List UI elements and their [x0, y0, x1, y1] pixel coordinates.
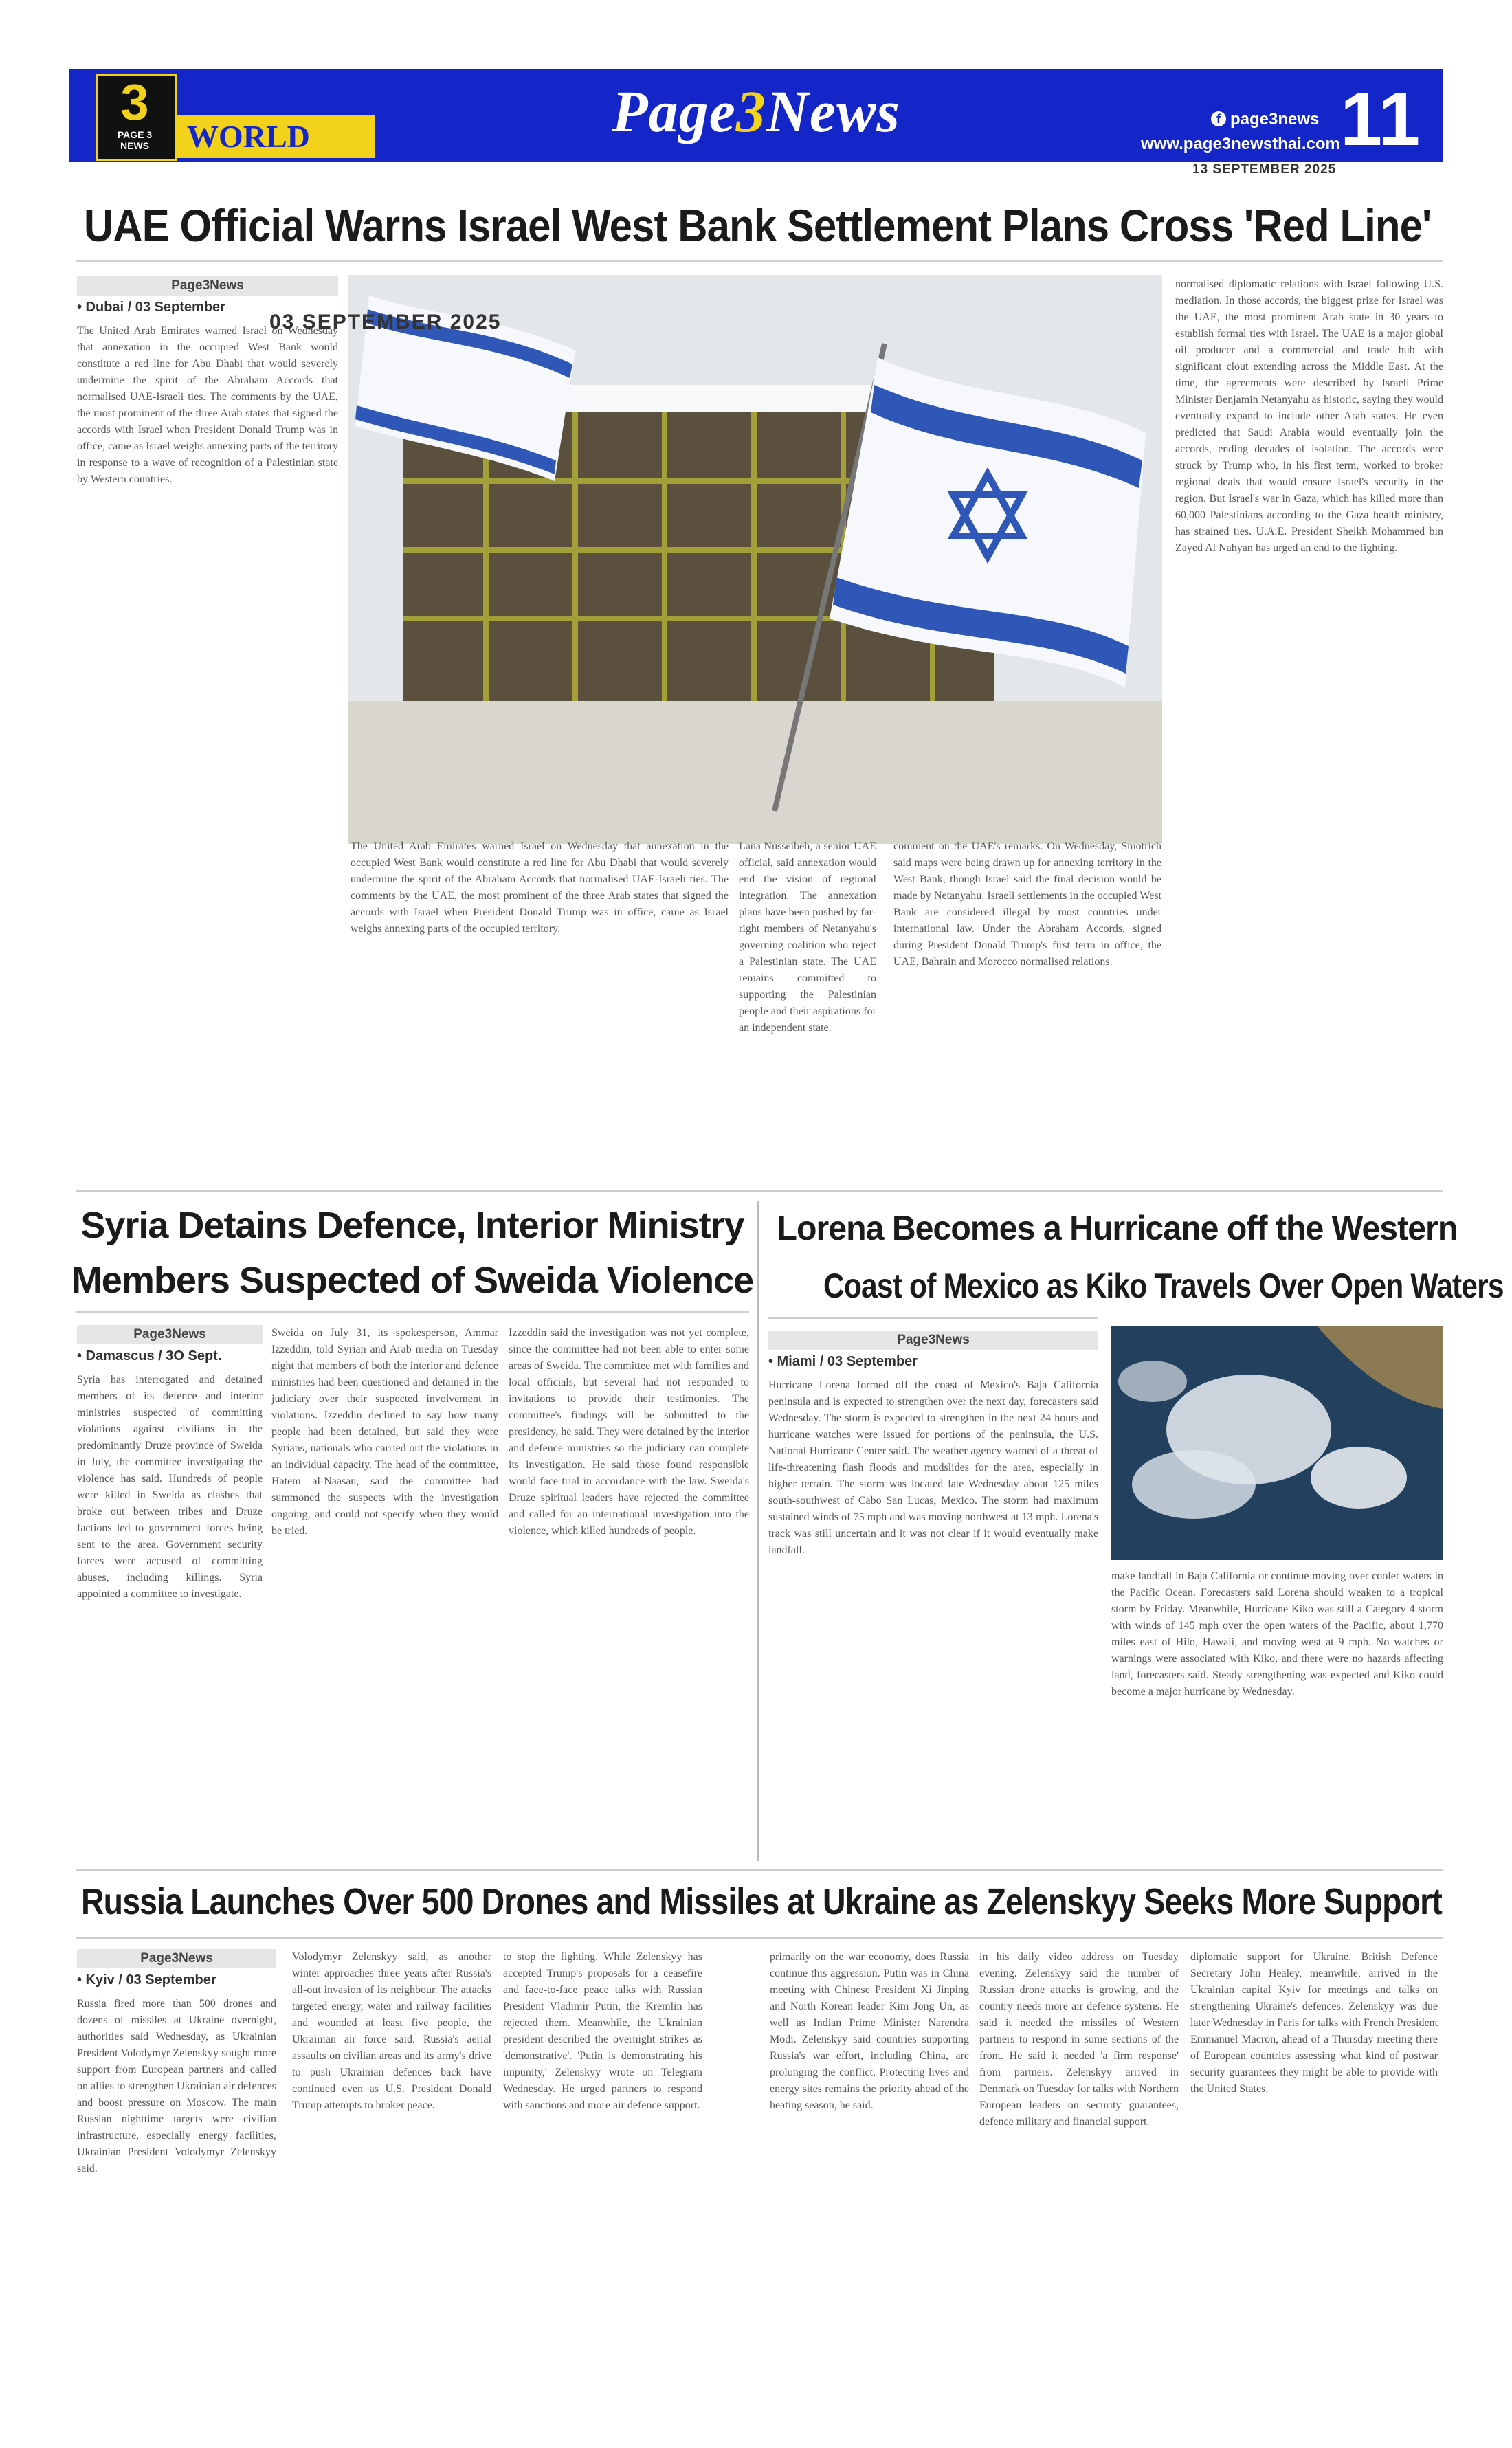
article3-headline-1: Lorena Becomes a Hurricane off the Western	[777, 1209, 1458, 1247]
issue-date: 13 SEPTEMBER 2025	[1192, 162, 1337, 177]
article3-source: Page3News	[768, 1331, 1098, 1350]
article4-col3: to stop the fighting. While Zelenskyy has accepted Trump's proposals for a ceasefire and face-to-face peace talks with Russian President Vladimir Putin, the Kremlin has rejected them. Meanwhile, the Ukrainian president described the overnight strikes as 'demonstrative'. 'Putin is demonstrating his impunity,' Zelenskyy wrote on Telegram Wednesday. He urged partners to respond with sanctions and more air defence support.	[503, 1951, 702, 2111]
article4-dateline: • Kyiv / 03 September	[77, 1972, 216, 1988]
article4-col5: in his daily video address on Tuesday evening. Zelenskyy said the number of Russian drone attacks is growing, and the country needs more air defence systems. He said it needed the missiles of Western partners to respond in some sections of the front. He said it needed 'a firm response' from partners. Zelenskyy arrived in Denmark on Tuesday for talks with Northern European leaders on security guarantees, defence military and financial support.	[979, 1951, 1179, 2128]
article4-col2: Volodymyr Zelenskyy said, as another winter approaches three years after Russia's all-out invasion of its neighbour. The attacks targeted energy, water and railway facilities and wounded at least five people, the Ukrainian air force said. Russia's aerial assaults on civilian areas and its army's drive to push Ukrainian defences back have continued even as U.S. President Donald Trump attempts to broker peace.	[292, 1951, 491, 2111]
brand-prefix: Page	[612, 78, 736, 144]
article1-dateline: • Dubai / 03 September	[77, 300, 225, 315]
article1-source: Page3News	[77, 276, 338, 296]
article4-source: Page3News	[77, 1949, 276, 1968]
article2-col2: Sweida on July 31, its spokesperson, Ammar Izzeddin, told Syrian and Arab media on Tuesday night that members of both the interior and defence ministries had been questioned and detained in the judiciary over their suspected involvement in violations. Izzeddin declined to say how many people had been detained, but said they were Syrians, nationals who carried out the violations in an individual capacity. The head of the committee, Hatem al-Naasan, said the committee had summoned the suspects with the investigation ongoing, and could not specify when they would be tried.	[271, 1327, 498, 1537]
article4-col6: diplomatic support for Ukraine. British Defence Secretary John Healey, meanwhile, arrived in the Ukrainian capital Kyiv for meetings and talks on strengthening Ukraine's defences. Zelenskyy was due later Wednesday in Paris for talks with French President Emmanuel Macron, ahead of a Thursday meeting there of European countries assessing what kind of postwar security guarantees they might be able to provide with the United States.	[1190, 1951, 1438, 2095]
article3-col1: Hurricane Lorena formed off the coast of Mexico's Baja California peninsula and is expected to strengthen over the next day, forecasters said Wednesday. The storm is expected to strengthen in the next 24 hours and hurricane watches were issued for portions of the peninsula, the U.S. National Hurricane Center said. The weather agency warned of a threat of life-threatening flash floods and mudslides for the area, especially in higher terrain. The storm was located late Wednesday about 125 miles south-southwest of Cabo San Lucas, Mexico. The storm had maximum sustained winds of 75 mph and was moving northwest at 13 mph. Lorena's track was still uncertain and it was not clear if it would eventually make landfall.	[768, 1379, 1098, 1556]
article1-col-bottom-b: Lana Nusseibeh, a senior UAE official, said annexation would end the vision of regional integration. The annexation plans have been pushed by far-right members of Netanyahu's governing coalition who reject a Palestinian state. The UAE remains committed to supporting the Palestinian people and their aspirations for an independent state.	[739, 841, 876, 1034]
headline-rule	[76, 260, 1443, 262]
article4-col1: Russia fired more than 500 drones and dozens of missiles at Ukraine overnight, authorities said Wednesday, as Ukrainian President Volodymyr Zelenskyy sought more support from European partners and called on allies to strengthen Ukrainian air defences and boost pressure on Moscow. The main Russian nighttime targets were civilian infrastructure, especially energy facilities, Ukrainian President Volodymyr Zelenskyy said.	[77, 1998, 276, 2174]
article3-headline-2: Coast of Mexico as Kiko Travels Over Open Waters	[823, 1267, 1504, 1305]
article3-satellite-photo	[1111, 1326, 1443, 1560]
brand-number: 3	[735, 78, 766, 144]
article2-rule	[76, 1311, 749, 1313]
article2-col1: Syria has interrogated and detained members of its defence and interior ministries suspected of committing violations against civilians in the predominantly Druze province of Sweida in July, the committee investigating the violence has said. Hundreds of people were killed in Sweida as clashes that broke out between tribes and Druze factions led to government forces being sent to the area. Government security forces were accused of committing abuses, including killings. Syria appointed a committee to investigate.	[77, 1374, 263, 1600]
article4-col4: primarily on the war economy, does Russia continue this aggression. Putin was in China meeting with Chinese President Xi Jinping and North Korean leader Kim Jong Un, as well as Indian Prime Minister Narendra Modi. Zelenskyy said countries supporting Russia's war effort, including China, are prolonging the conflict. Protecting lives and energy sites remains the priority ahead of the heating season, he said.	[770, 1951, 969, 2111]
article4-headline: Russia Launches Over 500 Drones and Missiles at Ukraine as Zelenskyy Seeks More Support	[81, 1881, 1442, 1922]
article1-photo-date: 03 SEPTEMBER 2025	[269, 311, 502, 333]
article2-col3: Izzeddin said the investigation was not yet complete, since the committee had not been able to enter some areas of Sweida. The committee met with families and local officials, but several had not responded to invitations to provide their testimonies. The committee's findings will be submitted to the presidency, he said. They were detained by the interior and defence ministries so the judiciary can complete its investigation. He said those found responsible would face trial in accordance with the law. Sweida's Druze spiritual leaders have rejected the committee and called for an international investigation into the violence, which killed hundreds of people.	[509, 1327, 749, 1537]
brand-suffix: News	[766, 78, 900, 144]
article1-col-bottom-c: comment on the UAE's remarks. On Wednesday, Smotrich said maps were being drawn up for annexing territory in the West Bank, though Israel said the final decision would be made by Netanyahu. Israeli settlements in the occupied West Bank are considered illegal by most countries under international law. Under the Abraham Accords, signed during President Donald Trump's first term in office, the UAE, Bahrain and Morocco normalised relations.	[893, 841, 1161, 968]
article3-rule	[768, 1317, 1098, 1319]
article2-dateline: • Damascus / 3O Sept.	[77, 1348, 222, 1364]
brand-wordmark	[598, 77, 914, 146]
article1-col-bottom-a: The United Arab Emirates warned Israel on Wednesday that annexation in the occupied West Bank would constitute a red line for Abu Dhabi that would severely undermine the spirit of the Abraham Accords that normalised UAE-Israeli ties. The comments by the UAE, the most prominent of the three Arab states that signed the accords with Israel when President Donald Trump was in office, came as Israel weighs annexing parts of the occupied territory.	[351, 841, 729, 935]
article2-source: Page3News	[77, 1325, 263, 1344]
article1-headline: UAE Official Warns Israel West Bank Settlement Plans Cross 'Red Line'	[84, 200, 1432, 251]
article4-rule	[76, 1937, 1443, 1939]
website-url: www.page3newsthai.com	[1141, 135, 1340, 153]
social-handle: page3news	[1230, 110, 1320, 129]
facebook-icon: f	[1211, 111, 1226, 126]
logo-subtitle: PAGE 3 NEWS	[117, 129, 153, 151]
column-divider	[757, 1201, 759, 1861]
article3-dateline: • Miami / 03 September	[768, 1354, 918, 1369]
israeli-flags-photo	[348, 275, 1162, 844]
article3-col2: make landfall in Baja California or continue moving over cooler waters in the Pacific Ocean. Forecasters said Lorena should weaken to a tropical storm by Friday. Meanwhile, Hurricane Kiko was still a Category 4 storm with winds of 145 mph over the open waters of the Pacific, about 1,770 miles east of Hilo, Hawaii, and moving west at 9 mph. No watches or warnings were associated with Kiko, and there were no hazards affecting land, forecasters said. Steady strengthening was expected and Kiko could become a major hurricane by Wednesday.	[1111, 1570, 1443, 1698]
article1-col1: The United Arab Emirates warned Israel on Wednesday that annexation in the occupied West Bank would constitute a red line for Abu Dhabi that would severely undermine the spirit of the Abraham Accords that normalised UAE-Israeli ties. The comments by the UAE, the most prominent of the three Arab states that signed the accords with Israel when President Donald Trump was in office, came as Israel weighs annexing parts of the territory in response to a wave of recognition of a Palestinian state by Western countries.	[77, 325, 338, 485]
logo-number: 3	[120, 74, 149, 131]
section-label: WORLD	[187, 119, 310, 154]
section-rule-2	[76, 1869, 1443, 1871]
article1-col-right: normalised diplomatic relations with Israel following U.S. mediation. In those accords, the biggest prize for Israel was the UAE, the most prominent Arab state in 30 years to establish formal ties with Israel. The UAE is a major global oil producer and a commercial and trade hub with significant clout extending across the Middle East. At the time, the agreements were described by Israeli Prime Minister Benjamin Netanyahu as historic, saying they would eventually expand to include other Arab states. He even predicted that Saudi Arabia would eventually join the accords, ending decades of isolation. The accords were struck by Trump who, in his first term, worked to broker regional deals that would ensure Israel's security in the region. But Israel's war in Gaza, which has killed more than 60,000 Palestinians according to the Gaza health ministry, has strained ties. U.A.E. President Sheikh Mohammed bin Zayed Al Nahyan has urged an end to the fighting.	[1175, 278, 1443, 554]
hurricane-satellite-image	[1111, 1326, 1443, 1560]
page-number: 11	[1340, 77, 1421, 162]
article1-photo	[348, 275, 1162, 844]
article2-headline-2: Members Suspected of Sweida Violence	[71, 1260, 754, 1301]
article2-headline-1: Syria Detains Defence, Interior Ministry	[80, 1205, 744, 1246]
section-rule	[76, 1190, 1443, 1192]
